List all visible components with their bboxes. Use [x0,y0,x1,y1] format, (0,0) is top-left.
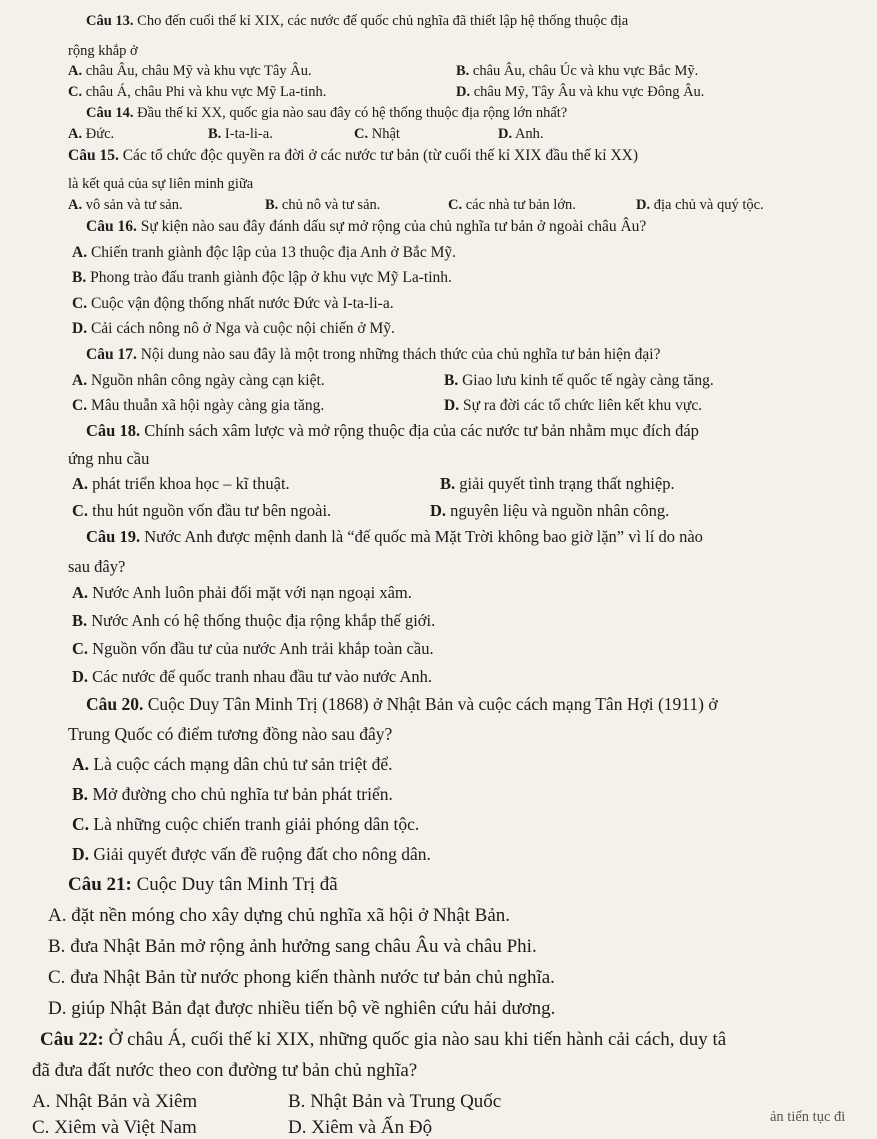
question-22-option-c: C. Xiêm và Việt Nam [32,1117,197,1138]
question-13-stem: Câu 13. Cho đến cuối thế kỉ XIX, các nước đế quốc chủ nghĩa đã thiết lập hệ thống thuộc địa [86,13,629,29]
question-18-option-d: D. nguyên liệu và nguồn nhân công. [430,501,670,520]
question-19-option-d: D. Các nước đế quốc tranh nhau đầu tư vào nước Anh. [72,667,432,686]
question-15-stem: Câu 15. Các tổ chức độc quyền ra đời ở các nước tư bản (từ cuối thế kỉ XIX đầu thế kỉ XX) [68,147,638,164]
question-18-option-c: C. thu hút nguồn vốn đầu tư bên ngoài. [72,501,332,520]
question-16-option-c: C. Cuộc vận động thống nhất nước Đức và I-ta-li-a. [72,295,394,312]
question-19-stem-cont: sau đây? [68,557,126,576]
question-22-stem-cont: đã đưa đất nước theo con đường tư bản chủ nghĩa? [32,1060,418,1081]
question-19-option-b: B. Nước Anh có hệ thống thuộc địa rộng khắp thế giới. [72,611,436,630]
question-16-option-a: A. Chiến tranh giành độc lập của 13 thuộc địa Anh ở Bắc Mỹ. [72,244,456,261]
question-22-option-b: B. Nhật Bản và Trung Quốc [288,1091,502,1112]
question-14-stem: Câu 14. Đầu thế kỉ XX, quốc gia nào sau đây có hệ thống thuộc địa rộng lớn nhất? [86,105,568,121]
question-20-option-d: D. Giải quyết được vấn đề ruộng đất cho nông dân. [72,844,431,864]
question-22-option-a: A. Nhật Bản và Xiêm [32,1091,198,1112]
question-18-option-a: A. phát triển khoa học – kĩ thuật. [72,474,290,493]
question-18-option-b: B. giải quyết tình trạng thất nghiệp. [440,474,675,493]
question-20-stem: Câu 20. Cuộc Duy Tân Minh Trị (1868) ở Nhật Bản và cuộc cách mạng Tân Hợi (1911) ở [86,694,718,714]
question-19-option-a: A. Nước Anh luôn phải đối mặt với nạn ngoại xâm. [72,583,412,602]
question-19-stem: Câu 19. Nước Anh được mệnh danh là “đế quốc mà Mặt Trời không bao giờ lặn” vì lí do nào [86,527,703,546]
question-22-option-d: D. Xiêm và Ấn Độ [288,1117,433,1138]
question-15-stem-cont: là kết quả của sự liên minh giữa [68,176,254,192]
question-21-option-d: D. giúp Nhật Bản đạt được nhiều tiến bộ về nghiên cứu hải dương. [48,998,556,1019]
question-21-stem: Câu 21: Cuộc Duy tân Minh Trị đã [68,874,338,895]
question-15-option-d: D. địa chủ và quý tộc. [636,197,764,213]
question-16-stem: Câu 16. Sự kiện nào sau đây đánh dấu sự mở rộng của chủ nghĩa tư bản ở ngoài châu Âu? [86,218,647,235]
question-18-stem-cont: ứng nhu cầu [68,449,150,468]
question-17-option-d: D. Sự ra đời các tổ chức liên kết khu vực. [444,397,703,414]
footer-fragment: ản tiến tục đi [770,1109,846,1125]
question-14-option-c: C. Nhật [354,126,400,142]
question-20-option-c: C. Là những cuộc chiến tranh giải phóng dân tộc. [72,814,420,834]
question-15-option-c: C. các nhà tư bản lớn. [448,197,576,213]
question-15-option-a: A. vô sản và tư sản. [68,197,183,213]
question-13-stem-cont: rộng khắp ở [68,43,138,59]
question-13-option-c: C. châu Á, châu Phi và khu vực Mỹ La-tinh. [68,84,327,100]
question-21-option-c: C. đưa Nhật Bản từ nước phong kiến thành nước tư bản chủ nghĩa. [48,967,555,988]
question-17-option-b: B. Giao lưu kinh tế quốc tế ngày càng tăng. [444,372,714,389]
question-14-option-a: A. Đức. [68,126,115,142]
question-19-option-c: C. Nguồn vốn đầu tư của nước Anh trải khắp toàn cầu. [72,639,434,658]
question-20-option-b: B. Mở đường cho chủ nghĩa tư bản phát triển. [72,784,393,804]
question-16-option-b: B. Phong trào đấu tranh giành độc lập ở khu vực Mỹ La-tinh. [72,269,452,286]
question-21-option-b: B. đưa Nhật Bản mở rộng ảnh hưởng sang châu Âu và châu Phi. [48,936,537,957]
question-15-option-b: B. chủ nô và tư sản. [265,197,381,213]
question-21-option-a: A. đặt nền móng cho xây dựng chủ nghĩa xã hội ở Nhật Bản. [48,905,511,926]
question-20-stem-cont: Trung Quốc có điểm tương đồng nào sau đây? [68,724,393,744]
question-22-stem: Câu 22: Ở châu Á, cuối thế kỉ XIX, những quốc gia nào sau khi tiến hành cải cách, duy tâ [40,1029,727,1050]
question-14-option-b: B. I-ta-li-a. [208,126,273,142]
question-14-option-d: D. Anh. [498,126,544,142]
question-13-option-b: B. châu Âu, châu Úc và khu vực Bắc Mỹ. [456,63,699,79]
question-17-stem: Câu 17. Nội dung nào sau đây là một trong những thách thức của chủ nghĩa tư bản hiện đại? [86,346,661,363]
question-13-option-a: A. châu Âu, châu Mỹ và khu vực Tây Âu. [68,63,312,79]
question-13-option-d: D. châu Mỹ, Tây Âu và khu vực Đông Âu. [456,84,705,100]
question-16-option-d: D. Cải cách nông nô ở Nga và cuộc nội chiến ở Mỹ. [72,320,395,337]
question-17-option-a: A. Nguồn nhân công ngày càng cạn kiệt. [72,372,325,389]
question-20-option-a: A. Là cuộc cách mạng dân chủ tư sản triệt để. [72,754,393,774]
question-17-option-c: C. Mâu thuẫn xã hội ngày càng gia tăng. [72,397,325,414]
question-18-stem: Câu 18. Chính sách xâm lược và mở rộng thuộc địa của các nước tư bản nhằm mục đích đáp [86,421,699,440]
